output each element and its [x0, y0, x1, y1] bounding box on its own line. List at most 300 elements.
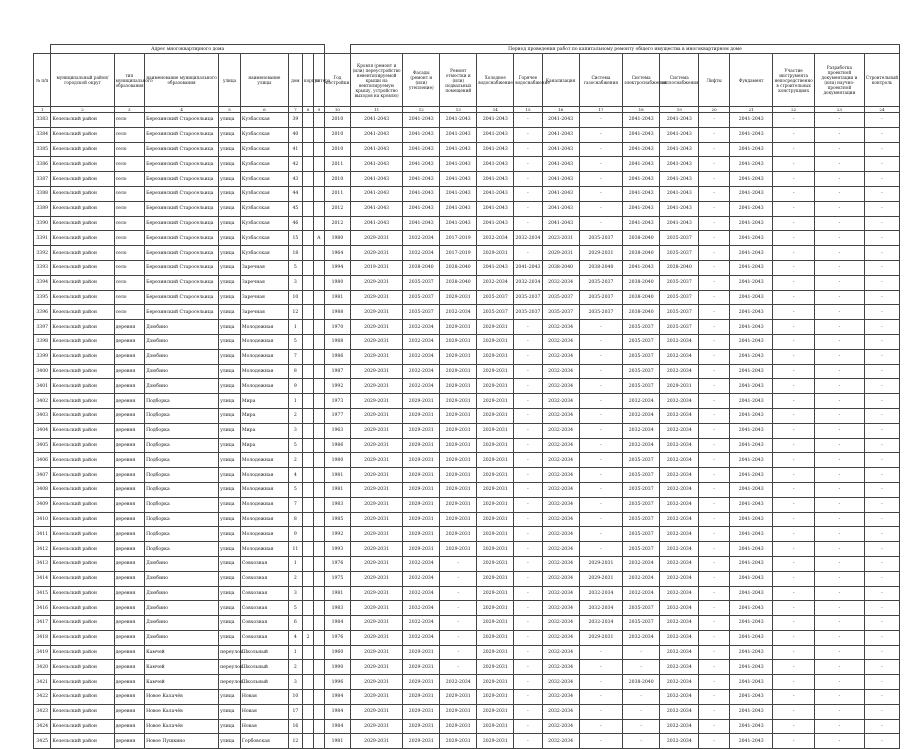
- table-cell: улица: [219, 201, 241, 216]
- table-cell: 3388: [34, 186, 51, 201]
- table-cell: 2012: [324, 201, 350, 216]
- table-cell: 2041-2043: [350, 127, 402, 142]
- table-cell: Березинский Старосельица: [145, 157, 219, 172]
- table-cell: -: [514, 719, 542, 734]
- table-cell: 2032-2034: [403, 379, 440, 394]
- table-cell: улица: [219, 394, 241, 409]
- table-cell: 2041-2043: [403, 142, 440, 157]
- table-cell: -: [773, 675, 814, 690]
- table-cell: деревня: [114, 320, 144, 335]
- table-cell: 2029-2031: [403, 468, 440, 483]
- table-cell: -: [773, 690, 814, 705]
- table-cell: улица: [219, 719, 241, 734]
- table-cell: 3395: [34, 290, 51, 305]
- table-cell: 1980: [324, 453, 350, 468]
- table-cell: 2032-2034: [660, 334, 699, 349]
- table-cell: -: [514, 527, 542, 542]
- table-cell: 2029-2031: [350, 438, 402, 453]
- table-cell: 2032-2034: [542, 527, 579, 542]
- document-page: [33, 44, 900, 749]
- table-cell: улица: [219, 408, 241, 423]
- table-cell: 2032-2034: [542, 438, 579, 453]
- table-cell: -: [699, 601, 729, 616]
- table-cell: Кезельский район: [51, 616, 114, 631]
- table-cell: Дзюбино: [145, 616, 219, 631]
- table-cell: Кезельский район: [51, 675, 114, 690]
- table-cell: -: [579, 482, 623, 497]
- table-cell: -: [699, 616, 729, 631]
- table-cell: 3409: [34, 497, 51, 512]
- table-cell: -: [814, 246, 864, 261]
- table-cell: 12: [288, 734, 302, 749]
- column-number: 6: [240, 107, 288, 113]
- table-cell: [313, 290, 324, 305]
- banner-spacer: [324, 45, 350, 54]
- table-cell: 3414: [34, 571, 51, 586]
- table-cell: Мира: [240, 423, 288, 438]
- table-cell: [313, 260, 324, 275]
- table-cell: 2032-2034: [660, 512, 699, 527]
- table-cell: Березинский Старосельица: [145, 201, 219, 216]
- table-cell: улица: [219, 438, 241, 453]
- table-cell: -: [864, 142, 899, 157]
- table-cell: 2029-2031: [579, 246, 623, 261]
- table-cell: -: [864, 586, 899, 601]
- table-cell: 10: [288, 290, 302, 305]
- table-cell: 2041-2043: [729, 438, 773, 453]
- table-cell: 1980: [324, 275, 350, 290]
- table-cell: -: [514, 734, 542, 749]
- table-cell: 2032-2034: [542, 704, 579, 719]
- table-cell: -: [699, 275, 729, 290]
- table-cell: деревня: [114, 630, 144, 645]
- table-cell: Дзюбино: [145, 334, 219, 349]
- table-cell: 2032-2034: [542, 690, 579, 705]
- table-cell: 2041-2043: [542, 142, 579, 157]
- table-cell: -: [814, 675, 864, 690]
- table-row: [34, 556, 900, 571]
- table-cell: 3425: [34, 734, 51, 749]
- table-cell: 2029-2031: [403, 734, 440, 749]
- table-row: [34, 453, 900, 468]
- table-cell: 2035-2037: [660, 320, 699, 335]
- table-cell: -: [699, 438, 729, 453]
- table-cell: 2029-2031: [477, 630, 514, 645]
- table-row: [34, 616, 900, 631]
- table-cell: [313, 630, 324, 645]
- table-cell: Кезельский район: [51, 512, 114, 527]
- table-cell: деревня: [114, 542, 144, 557]
- table-cell: -: [864, 690, 899, 705]
- table-cell: 2035-2037: [623, 482, 660, 497]
- table-cell: 3423: [34, 704, 51, 719]
- table-cell: 2029-2031: [477, 690, 514, 705]
- table-cell: 2035-2037: [660, 305, 699, 320]
- table-cell: 2029-2031: [403, 675, 440, 690]
- table-cell: 8: [288, 512, 302, 527]
- table-cell: -: [814, 645, 864, 660]
- table-cell: Подборка: [145, 512, 219, 527]
- table-cell: 2041-2043: [729, 364, 773, 379]
- table-cell: 2029-2031: [440, 468, 477, 483]
- table-cell: -: [814, 423, 864, 438]
- table-cell: 2041-2043: [514, 260, 542, 275]
- table-cell: Дзюбино: [145, 364, 219, 379]
- table-cell: -: [699, 157, 729, 172]
- table-cell: улица: [219, 571, 241, 586]
- table-cell: [313, 423, 324, 438]
- table-cell: 2041-2043: [623, 201, 660, 216]
- table-cell: -: [773, 601, 814, 616]
- table-cell: 2032-2034: [623, 586, 660, 601]
- table-cell: 3420: [34, 660, 51, 675]
- table-cell: 2029-2031: [477, 645, 514, 660]
- table-cell: Кезельский район: [51, 468, 114, 483]
- table-cell: 2041-2043: [729, 231, 773, 246]
- table-cell: Кезельский район: [51, 320, 114, 335]
- table-cell: улица: [219, 260, 241, 275]
- table-cell: Совхозная: [240, 556, 288, 571]
- table-cell: 2029-2031: [403, 690, 440, 705]
- table-cell: 2029-2031: [350, 601, 402, 616]
- table-cell: 2029-2031: [350, 334, 402, 349]
- table-cell: 2032-2034: [542, 394, 579, 409]
- table-cell: Кузбасская: [240, 127, 288, 142]
- table-cell: 2032-2034: [542, 556, 579, 571]
- table-cell: -: [864, 719, 899, 734]
- table-cell: 2029-2031: [403, 497, 440, 512]
- column-header: Холодное водоснабжение: [477, 54, 514, 107]
- table-cell: улица: [219, 497, 241, 512]
- table-row: [34, 423, 900, 438]
- column-header: Ремонт отмостки и (или) подвальных помещений: [440, 54, 477, 107]
- table-cell: 2038-2040: [623, 246, 660, 261]
- table-cell: 2041-2043: [729, 290, 773, 305]
- table-cell: 2029-2031: [350, 719, 402, 734]
- table-cell: [302, 142, 313, 157]
- table-cell: 2041-2043: [729, 675, 773, 690]
- table-cell: Горбовская: [240, 734, 288, 749]
- table-cell: 3398: [34, 334, 51, 349]
- table-cell: 2032-2034: [403, 246, 440, 261]
- table-cell: -: [773, 542, 814, 557]
- table-cell: 45: [288, 201, 302, 216]
- table-cell: 2029-2031: [350, 305, 402, 320]
- table-cell: 2029-2031: [440, 542, 477, 557]
- table-cell: Дзюбино: [145, 556, 219, 571]
- address-banner: Адрес многоквартирного дома: [51, 45, 324, 54]
- table-cell: -: [773, 468, 814, 483]
- table-cell: Новое Калачёв: [145, 719, 219, 734]
- table-cell: Подборка: [145, 408, 219, 423]
- table-cell: деревня: [114, 660, 144, 675]
- table-cell: [313, 586, 324, 601]
- table-cell: 2035-2037: [623, 334, 660, 349]
- table-cell: -: [514, 630, 542, 645]
- table-cell: 3411: [34, 527, 51, 542]
- table-cell: 2032-2034: [623, 630, 660, 645]
- table-row: [34, 275, 900, 290]
- table-cell: 2041-2043: [542, 157, 579, 172]
- table-cell: 3: [288, 586, 302, 601]
- table-cell: -: [623, 660, 660, 675]
- table-cell: -: [773, 719, 814, 734]
- table-cell: 2035-2037: [579, 275, 623, 290]
- table-cell: деревня: [114, 512, 144, 527]
- table-cell: 2041-2043: [729, 601, 773, 616]
- table-cell: 2029-2031: [477, 379, 514, 394]
- table-cell: 2029-2031: [477, 660, 514, 675]
- table-cell: Совхозная: [240, 630, 288, 645]
- table-row: [34, 601, 900, 616]
- table-cell: 2029-2031: [440, 690, 477, 705]
- table-cell: Кезельский район: [51, 734, 114, 749]
- table-cell: 3403: [34, 408, 51, 423]
- table-cell: -: [579, 394, 623, 409]
- table-cell: улица: [219, 556, 241, 571]
- table-row: [34, 586, 900, 601]
- table-cell: Кезельский район: [51, 201, 114, 216]
- table-cell: -: [773, 157, 814, 172]
- table-cell: село: [114, 186, 144, 201]
- table-cell: -: [773, 660, 814, 675]
- table-cell: 2029-2031: [350, 675, 402, 690]
- table-cell: 2032-2034: [623, 438, 660, 453]
- column-header: корпус: [302, 54, 313, 107]
- table-cell: 2029-2031: [477, 364, 514, 379]
- table-cell: -: [514, 127, 542, 142]
- table-cell: деревня: [114, 379, 144, 394]
- table-cell: [313, 246, 324, 261]
- table-cell: 2029-2031: [477, 349, 514, 364]
- table-cell: 2041-2043: [729, 660, 773, 675]
- table-row: [34, 571, 900, 586]
- table-cell: -: [514, 438, 542, 453]
- table-cell: -: [773, 482, 814, 497]
- table-cell: 3413: [34, 556, 51, 571]
- table-cell: -: [773, 127, 814, 142]
- table-cell: 2029-2031: [477, 601, 514, 616]
- table-cell: -: [814, 394, 864, 409]
- table-row: [34, 542, 900, 557]
- table-cell: Камчей: [145, 675, 219, 690]
- table-cell: 41: [288, 142, 302, 157]
- table-cell: [302, 394, 313, 409]
- table-cell: -: [514, 364, 542, 379]
- table-cell: [302, 586, 313, 601]
- table-cell: -: [773, 364, 814, 379]
- table-cell: Кезельский район: [51, 586, 114, 601]
- table-cell: -: [814, 453, 864, 468]
- table-cell: Мира: [240, 408, 288, 423]
- table-cell: -: [579, 216, 623, 231]
- table-cell: 2029-2031: [477, 320, 514, 335]
- table-row: [34, 186, 900, 201]
- table-cell: -: [814, 482, 864, 497]
- table-cell: Березинский Старосельица: [145, 275, 219, 290]
- table-cell: 2035-2037: [542, 290, 579, 305]
- table-cell: 10: [288, 690, 302, 705]
- table-cell: 2041-2043: [729, 334, 773, 349]
- table-cell: 2029-2031: [350, 320, 402, 335]
- table-cell: -: [773, 231, 814, 246]
- column-number: 3: [114, 107, 144, 113]
- table-cell: -: [579, 320, 623, 335]
- table-cell: -: [864, 616, 899, 631]
- table-cell: село: [114, 113, 144, 128]
- table-cell: Совхозная: [240, 616, 288, 631]
- table-row: [34, 127, 900, 142]
- table-cell: деревня: [114, 645, 144, 660]
- table-cell: Березинский Старосельица: [145, 290, 219, 305]
- table-cell: [302, 113, 313, 128]
- table-cell: 3406: [34, 453, 51, 468]
- table-cell: 2029-2031: [440, 527, 477, 542]
- table-cell: 2032-2034: [660, 468, 699, 483]
- table-cell: Кезельский район: [51, 334, 114, 349]
- table-cell: -: [699, 408, 729, 423]
- table-cell: Кезельский район: [51, 601, 114, 616]
- table-cell: 2029-2031: [477, 438, 514, 453]
- table-cell: деревня: [114, 586, 144, 601]
- table-cell: улица: [219, 127, 241, 142]
- table-cell: -: [440, 616, 477, 631]
- table-cell: Молодежная: [240, 334, 288, 349]
- table-cell: Кузбасская: [240, 246, 288, 261]
- table-cell: село: [114, 201, 144, 216]
- table-cell: 2029-2031: [403, 542, 440, 557]
- column-header: дом: [288, 54, 302, 107]
- table-cell: 1986: [324, 438, 350, 453]
- table-cell: -: [814, 601, 864, 616]
- table-cell: -: [699, 660, 729, 675]
- table-cell: Новая: [240, 704, 288, 719]
- table-cell: 3407: [34, 468, 51, 483]
- table-cell: -: [814, 275, 864, 290]
- table-cell: -: [814, 512, 864, 527]
- table-cell: -: [864, 468, 899, 483]
- table-cell: -: [864, 704, 899, 719]
- table-cell: деревня: [114, 468, 144, 483]
- table-cell: -: [579, 113, 623, 128]
- table-cell: -: [699, 142, 729, 157]
- table-cell: 3404: [34, 423, 51, 438]
- table-cell: деревня: [114, 423, 144, 438]
- table-row: [34, 438, 900, 453]
- table-cell: -: [864, 423, 899, 438]
- table-cell: [302, 127, 313, 142]
- table-cell: -: [579, 334, 623, 349]
- table-cell: [302, 201, 313, 216]
- table-cell: 3385: [34, 142, 51, 157]
- table-cell: [313, 571, 324, 586]
- table-cell: 2041-2043: [403, 172, 440, 187]
- table-cell: 1992: [324, 527, 350, 542]
- table-cell: 3405: [34, 438, 51, 453]
- table-cell: 3389: [34, 201, 51, 216]
- table-cell: 1: [288, 556, 302, 571]
- table-cell: улица: [219, 690, 241, 705]
- table-cell: -: [699, 645, 729, 660]
- table-cell: -: [864, 453, 899, 468]
- table-cell: 2032-2034: [542, 408, 579, 423]
- table-cell: 2029-2031: [350, 586, 402, 601]
- table-cell: [313, 734, 324, 749]
- table-cell: 2029-2031: [440, 734, 477, 749]
- table-cell: -: [773, 172, 814, 187]
- table-cell: 2041-2043: [729, 201, 773, 216]
- table-cell: улица: [219, 704, 241, 719]
- table-cell: [313, 157, 324, 172]
- table-cell: -: [773, 438, 814, 453]
- table-cell: улица: [219, 246, 241, 261]
- table-cell: 2032-2034: [660, 497, 699, 512]
- table-cell: 2032-2034: [542, 586, 579, 601]
- table-row: [34, 364, 900, 379]
- table-cell: 2032-2034: [403, 556, 440, 571]
- table-row: [34, 630, 900, 645]
- table-cell: Новая: [240, 719, 288, 734]
- table-cell: [302, 216, 313, 231]
- table-cell: 2029-2031: [403, 527, 440, 542]
- table-cell: -: [864, 305, 899, 320]
- table-cell: 2029-2031: [477, 512, 514, 527]
- table-cell: 2029-2031: [579, 571, 623, 586]
- table-cell: улица: [219, 423, 241, 438]
- table-cell: 2041-2043: [729, 571, 773, 586]
- table-cell: Березинский Старосельица: [145, 127, 219, 142]
- table-cell: Дзюбино: [145, 349, 219, 364]
- table-cell: -: [773, 246, 814, 261]
- table-cell: 2029-2031: [440, 290, 477, 305]
- table-cell: -: [864, 364, 899, 379]
- table-cell: 2029-2031: [477, 704, 514, 719]
- table-cell: [302, 379, 313, 394]
- table-cell: 2041-2043: [729, 394, 773, 409]
- table-cell: улица: [219, 231, 241, 246]
- table-row: [34, 734, 900, 749]
- table-cell: 1983: [324, 601, 350, 616]
- table-cell: [302, 408, 313, 423]
- table-cell: 3394: [34, 275, 51, 290]
- table-cell: Заречная: [240, 275, 288, 290]
- table-cell: 40: [288, 127, 302, 142]
- table-cell: 1993: [324, 542, 350, 557]
- table-cell: 2029-2031: [350, 616, 402, 631]
- table-cell: [313, 320, 324, 335]
- table-cell: -: [579, 379, 623, 394]
- table-cell: -: [814, 616, 864, 631]
- table-cell: 2029-2031: [403, 453, 440, 468]
- table-cell: Кузбасская: [240, 231, 288, 246]
- table-cell: -: [699, 364, 729, 379]
- table-cell: -: [514, 586, 542, 601]
- table-cell: -: [699, 586, 729, 601]
- table-cell: -: [514, 616, 542, 631]
- table-cell: Молодежная: [240, 542, 288, 557]
- table-cell: -: [864, 734, 899, 749]
- table-cell: [313, 334, 324, 349]
- table-cell: -: [773, 497, 814, 512]
- table-cell: 2032-2034: [542, 734, 579, 749]
- table-cell: 2041-2043: [403, 216, 440, 231]
- table-cell: 2041-2043: [623, 157, 660, 172]
- table-cell: -: [773, 704, 814, 719]
- table-cell: 2032-2034: [660, 630, 699, 645]
- table-cell: 2041-2043: [729, 527, 773, 542]
- table-cell: -: [699, 423, 729, 438]
- table-cell: [302, 468, 313, 483]
